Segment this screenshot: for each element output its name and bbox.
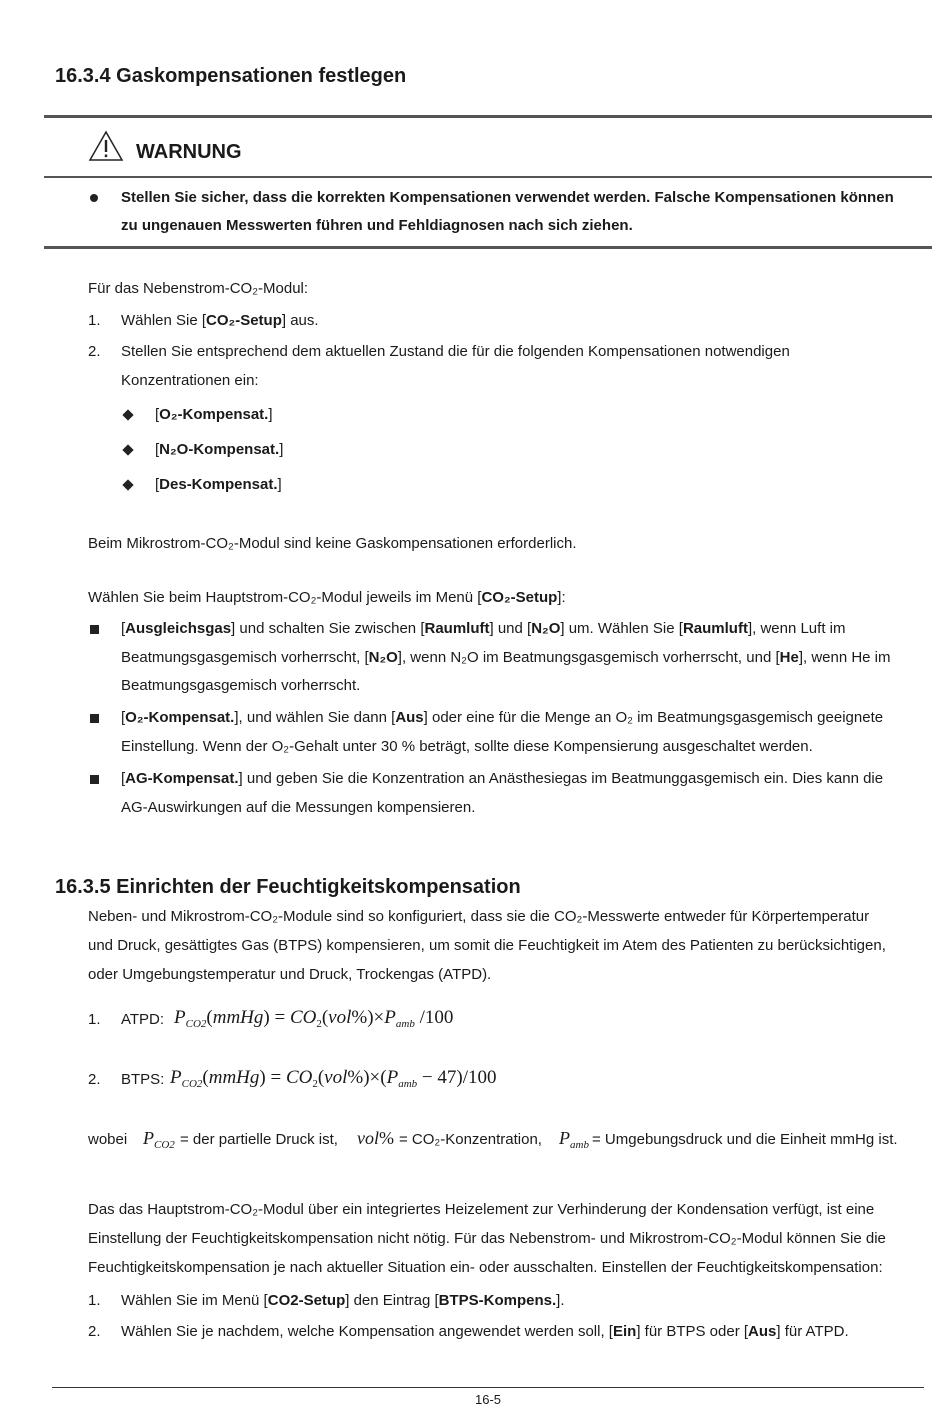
- symbol-pco2: $P_{CO2}$: [143, 1128, 175, 1151]
- diamond-bullet: [122, 409, 133, 420]
- list-item-n2o-compensation: [N₂O-Kompensat.]: [155, 441, 284, 458]
- mainstream-intro: Wählen Sie beim Hauptstrom-CO₂-Modul jeweils im Menü [CO₂-Setup]:: [88, 589, 566, 606]
- step-number: 1.: [88, 312, 101, 329]
- diamond-bullet: [122, 479, 133, 490]
- sidestream-step-1: Wählen Sie [CO₂-Setup] aus.: [121, 312, 319, 329]
- where-pamb-text: = Umgebungsdruck und die Einheit mmHg ist.: [592, 1131, 898, 1148]
- warning-top-rule: [44, 115, 932, 118]
- formula-btps: $P_{CO2}(mmHg) = CO_2(vol\%)\times(P_{amb} - 47)/100$: [170, 1067, 497, 1090]
- humidity-step-1: Wählen Sie im Menü [CO2-Setup] den Eintrag [BTPS-Kompens.].: [121, 1292, 565, 1309]
- list-item-des-compensation: [Des-Kompensat.]: [155, 476, 282, 493]
- square-bullet: [90, 714, 99, 723]
- warning-bullet: [90, 194, 98, 202]
- where-pco2-text: = der partielle Druck ist,: [180, 1131, 338, 1148]
- humidity-para2-line-3: Feuchtigkeitskompensation je nach aktueller Situation ein- oder ausschalten. Einstellen der Feuchtigkeitskompensation:: [88, 1259, 883, 1276]
- humidity-para-line-3: oder Umgebungstemperatur und Druck, Trockengas (ATPD).: [88, 966, 492, 983]
- mainstream-bullet-2-line-2: Einstellung. Wenn der O₂-Gehalt unter 30 % beträgt, sollte diese Kompensierung ausgeschaltet werden.: [121, 738, 813, 755]
- microstream-note: Beim Mikrostrom-CO₂-Modul sind keine Gaskompensationen erforderlich.: [88, 535, 577, 552]
- mainstream-bullet-3-line-1: [AG-Kompensat.] und geben Sie die Konzentration an Anästhesiegas im Beatmunggasgemisch ein. Dies kann die: [121, 770, 884, 787]
- mainstream-bullet-2-line-1: [O₂-Kompensat.], und wählen Sie dann [Aus] oder eine für die Menge an O₂ im Beatmungsgasgemisch geeignete: [121, 709, 884, 726]
- formula-atpd: $P_{CO2}(mmHg) = CO_2(vol\%)\times P_{amb}$ /100: [174, 1007, 454, 1030]
- list-item-o2-compensation: [O₂-Kompensat.]: [155, 406, 273, 423]
- step-number: 2.: [88, 343, 101, 360]
- mainstream-bullet-1-line-3: Beatmungsgasgemisch vorherrscht.: [121, 677, 361, 694]
- warning-triangle-icon: [88, 130, 124, 162]
- symbol-pamb: $P_{amb}$: [559, 1128, 589, 1151]
- sidestream-step-2-line-2: Konzentrationen ein:: [121, 372, 259, 389]
- humidity-step-2: Wählen Sie je nachdem, welche Kompensation angewendet werden soll, [Ein] für BTPS oder [Aus] für ATPD.: [121, 1323, 849, 1340]
- menu-item-co2-setup: CO₂-Setup: [206, 312, 282, 329]
- formula-number: 1.: [88, 1011, 101, 1028]
- humidity-para-line-1: Neben- und Mikrostrom-CO₂-Module sind so konfiguriert, dass sie die CO₂-Messwerte entweder für Körpertemperatur: [88, 908, 870, 925]
- sidestream-step-2-line-1: Stellen Sie entsprechend dem aktuellen Zustand die für die folgenden Kompensationen notwendigen: [121, 343, 790, 360]
- formula-label-btps: BTPS:: [121, 1071, 165, 1088]
- warning-text-line-2: zu ungenauen Messwerten führen und Fehldiagnosen nach sich ziehen.: [121, 217, 633, 234]
- sidestream-intro: Für das Nebenstrom-CO₂-Modul:: [88, 280, 309, 297]
- square-bullet: [90, 775, 99, 784]
- warning-mid-rule: [44, 176, 932, 178]
- warning-text-line-1: Stellen Sie sicher, dass die korrekten Kompensationen verwendet werden. Falsche Kompensationen können: [121, 189, 894, 206]
- section-heading-humidity-compensation: 16.3.5 Einrichten der Feuchtigkeitskompensation: [55, 876, 521, 898]
- step-number: 1.: [88, 1292, 101, 1309]
- mainstream-bullet-1-line-1: [Ausgleichsgas] und schalten Sie zwischen [Raumluft] und [N₂O] um. Wählen Sie [Raumluft], wenn Luft im: [121, 620, 846, 637]
- where-label: wobei: [88, 1131, 128, 1148]
- humidity-para2-line-1: Das das Hauptstrom-CO₂-Modul über ein integriertes Heizelement zur Verhinderung der Kondensation verfügt, ist eine: [88, 1201, 875, 1218]
- page-number: 16-5: [474, 1392, 502, 1407]
- warning-bottom-rule: [44, 246, 932, 249]
- mainstream-bullet-3-line-2: AG-Auswirkungen auf die Messungen kompensieren.: [121, 799, 476, 816]
- humidity-para2-line-2: Einstellung der Feuchtigkeitskompensation nicht nötig. Für das Nebenstrom- und Mikrostrom-CO₂-Modul können Sie die: [88, 1230, 886, 1247]
- diamond-bullet: [122, 444, 133, 455]
- humidity-para-line-2: und Druck, gesättigtes Gas (BTPS) kompensieren, um somit die Feuchtigkeit im Atem des Patienten zu berücksichtigen,: [88, 937, 886, 954]
- formula-number: 2.: [88, 1071, 101, 1088]
- section-heading-gas-compensation: 16.3.4 Gaskompensationen festlegen: [55, 65, 407, 87]
- square-bullet: [90, 625, 99, 634]
- step-number: 2.: [88, 1323, 101, 1340]
- mainstream-bullet-1-line-2: Beatmungsgasgemisch vorherrscht, [N₂O], wenn N₂O im Beatmungsgasgemisch vorherrscht, und [He], wenn He im: [121, 649, 891, 666]
- formula-label-atpd: ATPD:: [121, 1011, 165, 1028]
- symbol-vol-percent: vol%: [357, 1128, 394, 1148]
- where-vol-text: = CO₂-Konzentration,: [399, 1131, 542, 1148]
- warning-title: WARNUNG: [136, 141, 242, 163]
- footer-rule: [52, 1387, 924, 1388]
